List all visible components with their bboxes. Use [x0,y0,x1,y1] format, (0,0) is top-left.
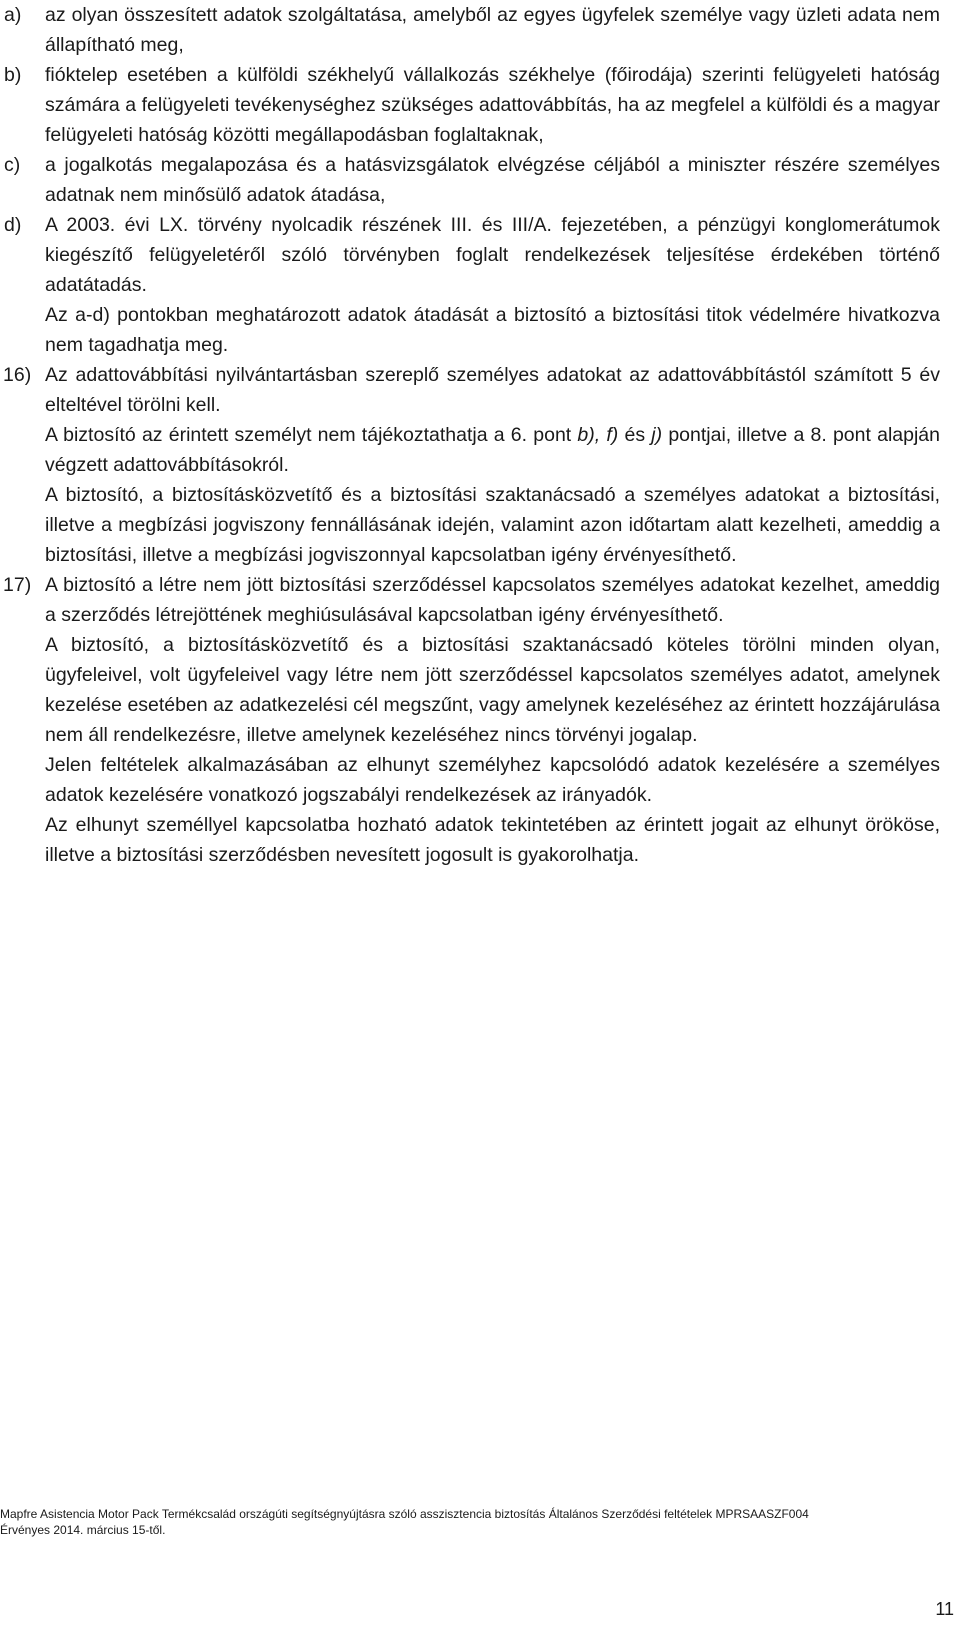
list-item-text: A 2003. évi LX. törvény nyolcadik részének III. és III/A. fejezetében, a pénzügyi konglomerátumok kiegészítő felügyeletéről szóló törvényben foglalt rendelkezések teljesítése érdekében történő adatátadás. [45,214,940,296]
footer-validity: Érvényes 2014. március 15-től. [0,1523,166,1537]
paragraph-16-notification: A biztosító az érintett személyt nem tájékoztathatja a 6. pont b), f) és j) pontjai, illetve a 8. pont alapján végzett adattovábbításokról. [45,424,940,476]
paragraph-ad-summary: Az a-d) pontokban meghatározott adatok átadását a biztosító a biztosítási titok védelmére hivatkozva nem tagadhatja meg. [45,304,940,356]
paragraph-17-heirs: Az elhunyt személlyel kapcsolatba hozható adatok tekintetében az érintett jogait az elhunyt örököse, illetve a biztosítási szerződésben nevesített jogosult is gyakorolhatja. [45,814,940,866]
list-marker: c) [4,154,21,176]
page-footer [0,1506,960,1538]
item-text: A biztosító a létre nem jött biztosítási szerződéssel kapcsolatos személyes adatokat kezelhet, ameddig a szerződés létrejöttének meghiúsulásával kapcsolatban igény érvényesíthető. [45,574,940,626]
paragraph-17-deceased: Jelen feltételek alkalmazásában az elhunyt személyhez kapcsolódó adatok kezelésére a személyes adatok kezelésére vonatkozó jogszabályi rendelkezések az irányadók. [45,754,940,806]
footer-document-title: Mapfre Asistencia Motor Pack Termékcsalád országúti segítségnyújtásra szóló asszisztencia biztosítás Általános Szerződési feltételek MPRSAASZF004 [0,1507,809,1521]
list-item-b [0,60,960,150]
numbered-item-17 [0,570,960,630]
list-item-d [0,210,960,300]
numbered-item-16 [0,360,960,420]
list-marker: b) [4,64,22,86]
list-item-c [0,150,960,210]
paragraph-17-deletion: A biztosító, a biztosításközvetítő és a biztosítási szaktanácsadó köteles törölni minden olyan, ügyfeleivel, volt ügyfeleivel vagy létre nem jött szerződéssel kapcsolatos személyes adatot, amelynek kezelése esetében az adatkezelési cél megszűnt, vagy amelynek kezeléséhez az érintett hozzájárulása nem áll rendelkezésre, illetve amelynek kezeléséhez nincs törvényi jogalap. [45,634,940,746]
list-marker: a) [4,4,22,26]
list-marker: d) [4,214,22,236]
list-item-text: az olyan összesített adatok szolgáltatása, amelyből az egyes ügyfelek személye vagy üzleti adata nem állapítható meg, [45,4,940,56]
list-item-text: fióktelep esetében a külföldi székhelyű vállalkozás székhelye (főirodája) szerinti felügyeleti hatóság számára a felügyeleti tevékenységhez szükséges adattovábbítás, ha az megfelel a külföldi és a magyar felügyeleti hatóság közötti megállapodásban foglaltaknak, [45,64,940,146]
item-text: Az adattovábbítási nyilvántartásban szereplő személyes adatokat az adattovábbítástól számított 5 év elteltével törölni kell. [45,364,940,416]
paragraph-16-retention: A biztosító, a biztosításközvetítő és a biztosítási szaktanácsadó a személyes adatokat a biztosítási, illetve a megbízási jogviszony fennállásának idején, valamint azon időtartam alatt kezelheti, ameddig a biztosítási, illetve a megbízási jogviszonnyal kapcsolatban igény érvényesíthető. [45,484,940,566]
list-item-text: a jogalkotás megalapozása és a hatásvizsgálatok elvégzése céljából a miniszter részére személyes adatnak nem minősülő adatok átadása, [45,154,940,206]
item-number: 17) [3,574,32,596]
list-item-a [0,0,960,60]
item-number: 16) [3,364,32,386]
page-number: 11 [935,1599,954,1619]
